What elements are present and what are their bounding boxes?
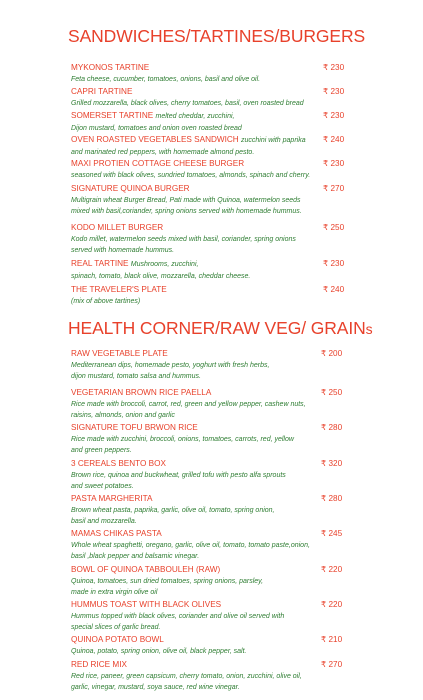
item-price: ₹ 230 — [323, 159, 345, 168]
item-name: 3 CEREALS BENTO BOX — [71, 459, 166, 468]
item-description: basil and mozzarella. — [71, 518, 137, 525]
item-name: SIGNATURE QUINOA BURGER — [71, 184, 190, 193]
menu-item — [71, 62, 351, 85]
menu-item — [71, 387, 351, 421]
item-price: ₹ 220 — [321, 565, 343, 574]
item-name: CAPRI TARTINE — [71, 87, 133, 96]
menu-item — [71, 183, 351, 217]
item-price: ₹ 270 — [321, 660, 343, 669]
item-name: HUMMUS TOAST WITH BLACK OLIVES — [71, 600, 222, 609]
item-description: and green peppers. — [71, 447, 132, 454]
menu-item — [71, 659, 351, 693]
item-name: RED RICE MIX — [71, 660, 127, 669]
item-inline-description: zucchini with paprika — [241, 137, 306, 144]
item-description: Mediterranean dips, homemade pesto, yoghurt with fresh herbs, — [71, 362, 270, 369]
item-description: Grilled mozzarella, black olives, cherry tomatoes, basil, oven roasted bread — [71, 100, 304, 107]
menu-item — [71, 493, 351, 527]
item-price: ₹ 240 — [323, 135, 345, 144]
item-price: ₹ 245 — [321, 529, 343, 538]
item-name: VEGETARIAN BROWN RICE PAELLA — [71, 388, 212, 397]
item-name: QUINOA POTATO BOWL — [71, 635, 164, 644]
item-name: MAMAS CHIKAS PASTA — [71, 529, 162, 538]
item-price: ₹ 280 — [321, 423, 343, 432]
item-name: SOMERSET TARTINE melted cheddar, zucchini, — [71, 111, 235, 120]
item-name: MYKONOS TARTINE — [71, 63, 150, 72]
item-description: Feta cheese, cucumber, tomatoes, onions, basil and olive oil. — [71, 76, 261, 83]
menu-item — [71, 564, 351, 598]
item-price: ₹ 230 — [323, 87, 345, 96]
item-description: and sweet potatoes. — [71, 483, 134, 490]
item-price: ₹ 200 — [321, 349, 343, 358]
item-description: Hummus topped with black olives, coriander and olive oil served with — [71, 613, 285, 620]
item-description: served with homemade hummus. — [71, 247, 175, 254]
menu-item — [71, 86, 351, 109]
item-name: SIGNATURE TOFU BRWON RICE — [71, 423, 198, 432]
item-description: and marinated red peppers, with homemade almond pesto. — [71, 149, 255, 156]
item-description: seasoned with black olives, sundried tomatoes, almonds, spinach and cherry. — [71, 172, 311, 179]
item-description: Whole wheat spaghetti, oregano, garlic, olive oil, tomato, tomato paste,onion, — [71, 542, 310, 549]
item-name: PASTA MARGHERITA — [71, 494, 153, 503]
section-title-sandwiches: SANDWICHES/TARTINES/BURGERS — [68, 26, 366, 46]
menu-item — [71, 158, 351, 181]
item-price: ₹ 280 — [321, 494, 343, 503]
item-inline-description: Mushrooms, zucchini, — [130, 261, 199, 268]
item-description: Brown wheat pasta, paprika, garlic, olive oil, tomato, spring onion, — [71, 507, 275, 514]
menu-item — [71, 110, 351, 134]
item-name: RAW VEGETABLE PLATE — [71, 349, 168, 358]
item-description: special slices of garlic bread. — [71, 624, 161, 631]
item-name: THE TRAVELER'S PLATE — [71, 285, 167, 294]
item-description: dijon mustard, tomato salsa and hummus. — [71, 373, 201, 380]
menu-item — [71, 348, 351, 382]
item-price: ₹ 250 — [323, 223, 345, 232]
item-description: Multigrain wheat Burger Bread, Pati made with Quinoa, watermelon seeds — [71, 197, 301, 204]
item-description: spinach, tomato, black olive, mozzarella, cheddar cheese. — [71, 273, 251, 280]
item-description: (mix of above tartines) — [71, 298, 141, 305]
item-description: made in extra virgin olive oil — [71, 589, 158, 596]
item-description: basil ,black pepper and balsamic vinegar. — [71, 553, 200, 560]
item-description: raisins, almonds, onion and garlic — [71, 412, 175, 419]
item-description: Quinoa, potato, spring onion, olive oil, black pepper, salt. — [71, 648, 247, 655]
item-name: KODO MILLET BURGER — [71, 223, 164, 232]
item-description: Rice made with broccoli, carrot, red, green and yellow pepper, cashew nuts, — [71, 401, 306, 408]
item-name: REAL TARTINE Mushrooms, zucchini, — [71, 259, 199, 268]
item-name: OVEN ROASTED VEGETABLES SANDWICH zucchini with paprika — [71, 135, 306, 144]
menu-item — [71, 284, 351, 307]
menu-item — [71, 599, 351, 633]
menu-item — [71, 422, 351, 456]
item-name: BOWL OF QUINOA TABBOULEH (RAW) — [71, 565, 221, 574]
menu-item — [71, 528, 351, 562]
item-price: ₹ 230 — [323, 259, 345, 268]
menu-item — [71, 222, 351, 256]
item-description: Red rice, paneer, green capsicum, cherry tomato, onion, zucchini, olive oil, — [71, 673, 302, 680]
item-price: ₹ 320 — [321, 459, 343, 468]
menu-item — [71, 258, 351, 282]
item-description: mixed with basil,coriander, spring onions served with homemade hummus. — [71, 208, 302, 215]
item-price: ₹ 240 — [323, 285, 345, 294]
item-description: Kodo millet, watermelon seeds mixed with basil, coriander, spring onions — [71, 236, 296, 243]
item-name: MAXI PROTIEN COTTAGE CHEESE BURGER — [71, 159, 245, 168]
item-price: ₹ 250 — [321, 388, 343, 397]
item-description: Quinoa, tomatoes, sun dried tomatoes, spring onions, parsley, — [71, 578, 264, 585]
menu-item — [71, 634, 351, 657]
item-description: garlic, vinegar, mustard, soya sauce, red wine vinegar. — [71, 684, 240, 691]
item-description: Dijon mustard, tomatoes and onion oven roasted bread — [71, 125, 242, 132]
item-price: ₹ 230 — [323, 63, 345, 72]
section-title-health-corner: HEALTH CORNER/RAW VEG/ GRAINs — [68, 318, 373, 338]
item-price: ₹ 220 — [321, 600, 343, 609]
item-description: Rice made with zucchini, broccoli, onions, tomatoes, carrots, red, yellow — [71, 436, 294, 443]
item-inline-description: melted cheddar, zucchini, — [155, 113, 235, 120]
menu-item — [71, 458, 351, 492]
item-price: ₹ 230 — [323, 111, 345, 120]
menu-item — [71, 134, 351, 158]
item-description: Brown rice, quinoa and buckwheat, grilled tofu with pesto alfa sprouts — [71, 472, 286, 479]
item-price: ₹ 210 — [321, 635, 343, 644]
item-price: ₹ 270 — [323, 184, 345, 193]
